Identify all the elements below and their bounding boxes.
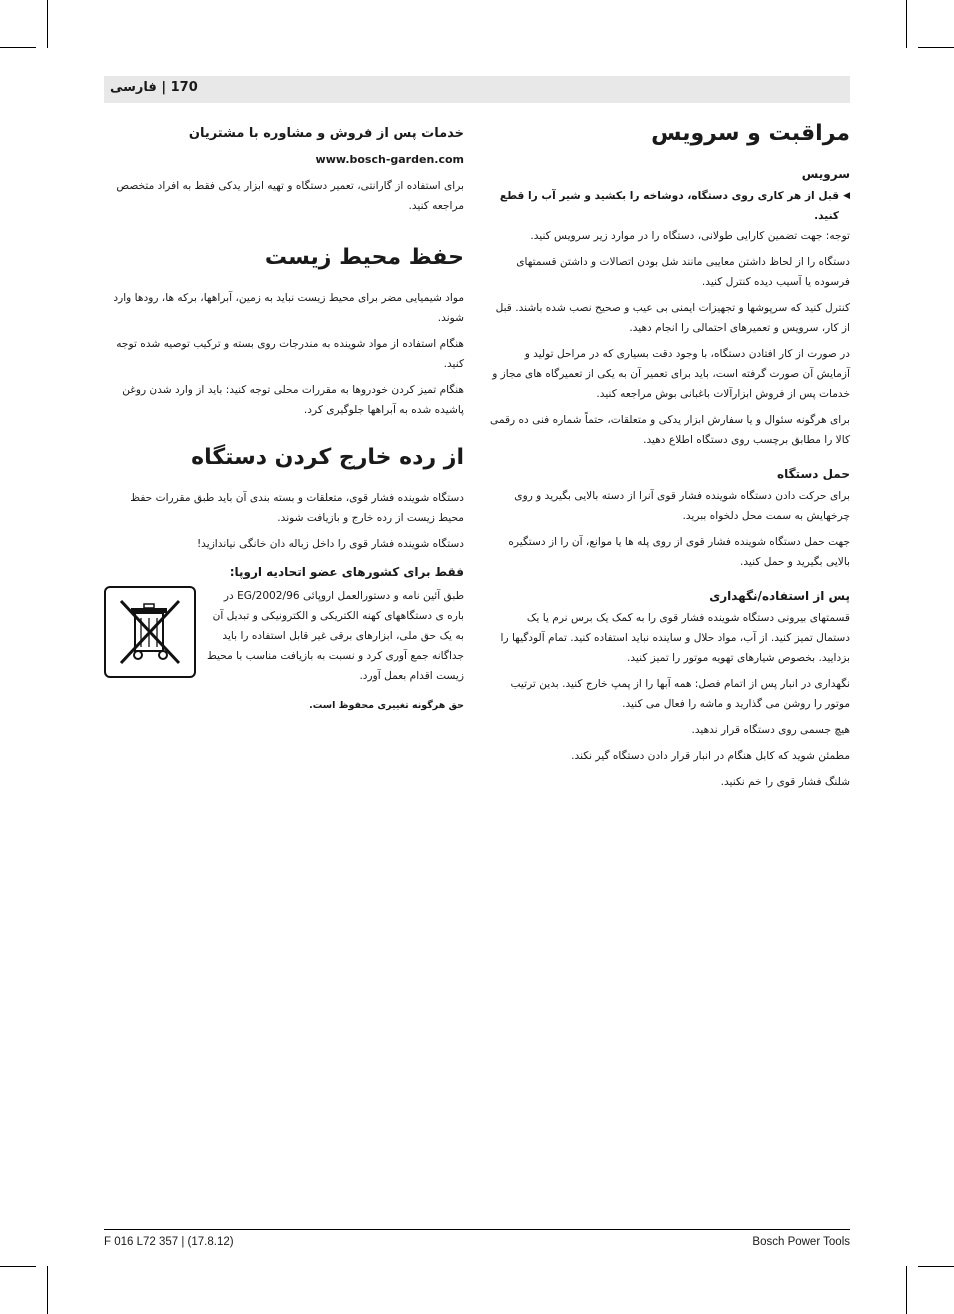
website-link[interactable]: www.bosch-garden.com	[315, 153, 464, 166]
subheading-transport: حمل دستگاه	[776, 467, 850, 481]
warning-bullet: ◀ قبل از هر کاری روی دستگاه، دوشاخه را بکشید و شیر آب را قطع کنید.	[490, 186, 850, 226]
paragraph: توجه: جهت تضمین کارایی طولانی، دستگاه را در موارد زیر سرویس کنید.	[530, 230, 850, 242]
crop-mark	[918, 1266, 954, 1267]
crop-mark	[918, 47, 954, 48]
crop-mark	[47, 0, 48, 48]
weee-text: طبق آئین نامه و دستورالعمل اروپائی 2002/96/EG در باره ی دستگاههای کهنه الکتریکی و الکترونیکی و تبدیل آن به یک حق ملی، ابزارهای برقی غیر قابل استفاده را باید جداگانه جمع آوری کرد و نسبت به بازیافت مناسب با محیط زیست اقدام بعمل آورد.	[206, 590, 464, 682]
paragraph: دستگاه شوینده فشار قوی را داخل زباله دان خانگی نیاندازید!	[196, 538, 464, 550]
section-title-environment: حفظ محیط زیست	[264, 245, 464, 270]
subheading-after-use: پس از استفاده/نگهداری	[709, 589, 850, 603]
section-title-maintenance: مراقبت و سرویس	[651, 121, 850, 146]
section-title-disposal: از رده خارج کردن دستگاه	[191, 445, 464, 470]
subheading-customer-service: خدمات پس از فروش و مشاوره با مشتریان	[188, 126, 464, 141]
subheading-eu-only: فقط برای کشورهای عضو اتحادیه اروپا:	[229, 565, 464, 579]
crop-mark	[47, 1266, 48, 1314]
paragraph: دستگاه را از لحاظ داشتن معایبی مانند شل بودن اتصالات و داشتن قسمتهای فرسوده یا آسیب دیده کنترل کنید.	[516, 256, 850, 288]
paragraph: دستگاه شوینده فشار قوی، متعلقات و بسته بندی آن باید طبق مقررات حفظ محیط زیست از رده خارج و بازیافت شوند.	[130, 492, 464, 524]
paragraph: در صورت از کار افتادن دستگاه، با وجود دقت بسیاری که در مراحل تولید و آزمایش آن صورت گرفته است، باید برای تعمیر آن به یکی از تعمیرگاه های مجاز و خدمات پس از فروش ابزارآلات باغبانی بوش مراجعه کنید.	[492, 348, 850, 400]
document-code: F 016 L72 357 | (17.8.12)	[104, 1236, 234, 1248]
paragraph: نگهداری در انبار پس از اتمام فصل: همه آبها را از پمپ خارج کنید. بدین ترتیب موتور را روشن می گذارید و ماشه را فعال می کنید.	[510, 678, 850, 710]
paragraph: هنگام تمیز کردن خودروها به مقررات محلی توجه کنید: باید از وارد شدن روغن پاشیده شده به آبراهها جلوگیری کرد.	[122, 384, 464, 416]
paragraph: برای حرکت دادن دستگاه شوینده فشار قوی آنرا از دسته بالایی بگیرید و روی چرخهایش به سمت محل دلخواه ببرید.	[514, 490, 850, 522]
subheading-service: سرویس	[801, 167, 850, 181]
paragraph: شلنگ فشار قوی را خم نکنید.	[720, 776, 850, 788]
paragraph: مطمئن شوید که کابل هنگام در انبار قرار دادن دستگاه گیر نکند.	[571, 750, 850, 762]
paragraph: جهت حمل دستگاه شوینده فشار قوی از روی پله ها یا موانع، آن را از دستگیره بالایی بگیرید و حمل کنید.	[508, 536, 850, 568]
paragraph: برای هرگونه سئوال و یا سفارش ابزار یدکی و متعلقات، حتماً شماره فنی ده رقمی کالا را مطابق برچسب روی دستگاه اطلاع دهید.	[490, 414, 850, 446]
notice-text: حق هرگونه تغییری محفوظ است.	[309, 700, 464, 711]
page-header: 170 | فارسی	[110, 80, 198, 95]
footer-divider	[104, 1229, 850, 1230]
paragraph: مواد شیمیایی مضر برای محیط زیست نباید به زمین، آبراهها، برکه ها، رودها وارد شوند.	[113, 292, 464, 324]
crop-mark	[0, 1266, 36, 1267]
page-number: 170	[170, 80, 198, 95]
page-language: فارسی	[110, 80, 157, 95]
paragraph: هیچ جسمی روی دستگاه قرار ندهید.	[691, 724, 850, 736]
crop-mark	[0, 47, 36, 48]
triangle-bullet-icon: ◀	[843, 191, 850, 201]
page-header-bar	[104, 76, 850, 103]
right-column	[490, 118, 850, 798]
paragraph: کنترل کنید که سرپوشها و تجهیزات ایمنی بی عیب و صحیح نصب شده باشند. قبل از کار، سرویس و تعمیرهای احتمالی را انجام دهید.	[495, 302, 850, 334]
left-column	[104, 118, 464, 722]
paragraph: قسمتهای بیرونی دستگاه شوینده فشار قوی را به کمک یک برس نرم یا یک دستمال تمیز کنید. از آب، مواد حلال و ساینده نباید استفاده کنید. تمام آلودگیها را بزدایید. بخصوص شیارهای تهویه موتور را تمیز کنید.	[500, 612, 850, 664]
brand-name: Bosch Power Tools	[752, 1236, 850, 1248]
paragraph: برای استفاده از گارانتی، تعمیر دستگاه و تهیه ابزار یدکی فقط به افراد متخصص مراجعه کنید.	[116, 180, 464, 212]
paragraph: هنگام استفاده از مواد شوینده به مندرجات روی بسته و ترکیب توصیه شده توجه کنید.	[116, 338, 464, 370]
weee-block	[104, 586, 464, 686]
crossed-bin-icon	[104, 586, 196, 678]
crop-mark	[906, 0, 907, 48]
crop-mark	[906, 1266, 907, 1314]
